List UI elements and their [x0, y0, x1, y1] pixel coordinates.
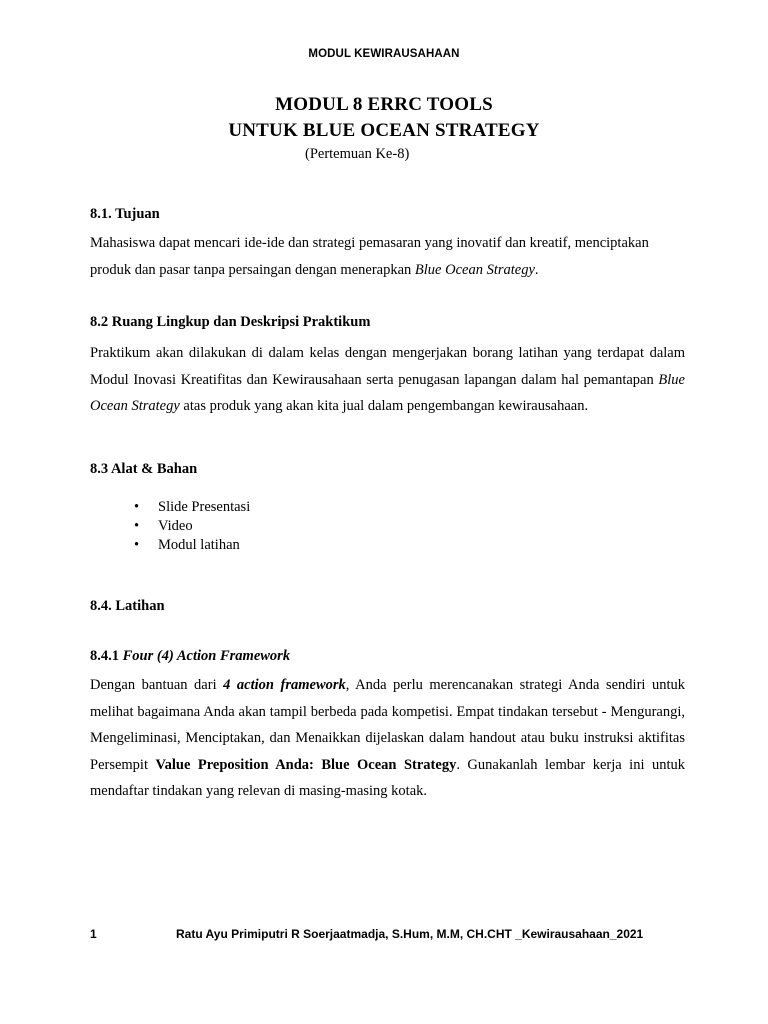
list-item [90, 498, 250, 517]
tujuan-emphasis: Blue Ocean Strategy [414, 261, 535, 278]
list-item-label: Video [158, 518, 193, 534]
four-action-emphasis-value: Value Preposition Anda: Blue Ocean Strategy [155, 756, 457, 773]
list-item-label: Slide Presentasi [158, 499, 251, 515]
ruang-lingkup-text-after: atas produk yang akan kita jual dalam pengembangan kewirausahaan. [179, 398, 589, 414]
four-action-text-3: . Gunakanlah lembar kerja ini untuk mendaftar tindakan yang relevan di masing-masing kotak. [90, 756, 685, 799]
subsection-number: 8.4.1 [90, 648, 123, 664]
document-title-line-2: UNTUK BLUE OCEAN STRATEGY [228, 120, 540, 141]
alat-bahan-list [90, 498, 250, 555]
section-text-four-action [90, 672, 685, 805]
document-subtitle: (Pertemuan Ke-8) [305, 146, 410, 162]
section-heading-alat-bahan: 8.3 Alat & Bahan [90, 461, 198, 477]
tujuan-text-before: Mahasiswa dapat mencari ide-ide dan strategi pemasaran yang inovatif dan kreatif, menciptakan produk dan pasar tanpa persaingan dengan menerapkan [90, 235, 649, 278]
section-heading-tujuan: 8.1. Tujuan [90, 206, 160, 222]
bullet-icon: • [134, 518, 140, 534]
bullet-icon: • [134, 537, 140, 553]
running-header: MODUL KEWIRAUSAHAAN [308, 48, 460, 60]
footer-page-number: 1 [90, 927, 97, 941]
section-text-tujuan [90, 230, 685, 283]
ruang-lingkup-emphasis: Blue Ocean Strategy [90, 371, 685, 414]
section-heading-ruang-lingkup: 8.2 Ruang Lingkup dan Deskripsi Praktikum [90, 314, 371, 330]
footer-author: Ratu Ayu Primiputri R Soerjaatmadja, S.Hum, M.M, CH.CHT _Kewirausahaan_2021 [176, 927, 644, 941]
four-action-emphasis-framework: 4 action framework [223, 677, 346, 693]
subsection-heading-four-action [90, 648, 290, 665]
tujuan-text-after: . [534, 261, 539, 278]
document-title-line-1: MODUL 8 ERRC TOOLS [275, 94, 493, 115]
subsection-title: Four (4) Action Framework [122, 648, 291, 664]
list-item [90, 536, 250, 555]
list-item-label: Modul latihan [158, 537, 240, 553]
four-action-text-2: , Anda perlu merencanakan strategi Anda sendiri untuk melihat bagaimana Anda akan tampil berbeda pada kompetisi. Empat tindakan tersebut - Mengurangi, Mengeliminasi, Menciptakan, dan Menaikkan dijelaskan dalam handout atau buku instruksi aktifitas Persempit [90, 677, 686, 773]
ruang-lingkup-text-before: Praktikum akan dilakukan di dalam kelas dengan mengerjakan borang latihan yang terdapat dalam Modul Inovasi Kreatifitas dan Kewirausahaan serta penugasan lapangan dalam hal pemantapan [90, 345, 685, 388]
section-text-ruang-lingkup [90, 340, 685, 420]
four-action-text-1: Dengan bantuan dari [90, 677, 224, 693]
bullet-icon: • [134, 499, 140, 515]
section-heading-latihan: 8.4. Latihan [90, 598, 165, 614]
list-item [90, 517, 250, 536]
